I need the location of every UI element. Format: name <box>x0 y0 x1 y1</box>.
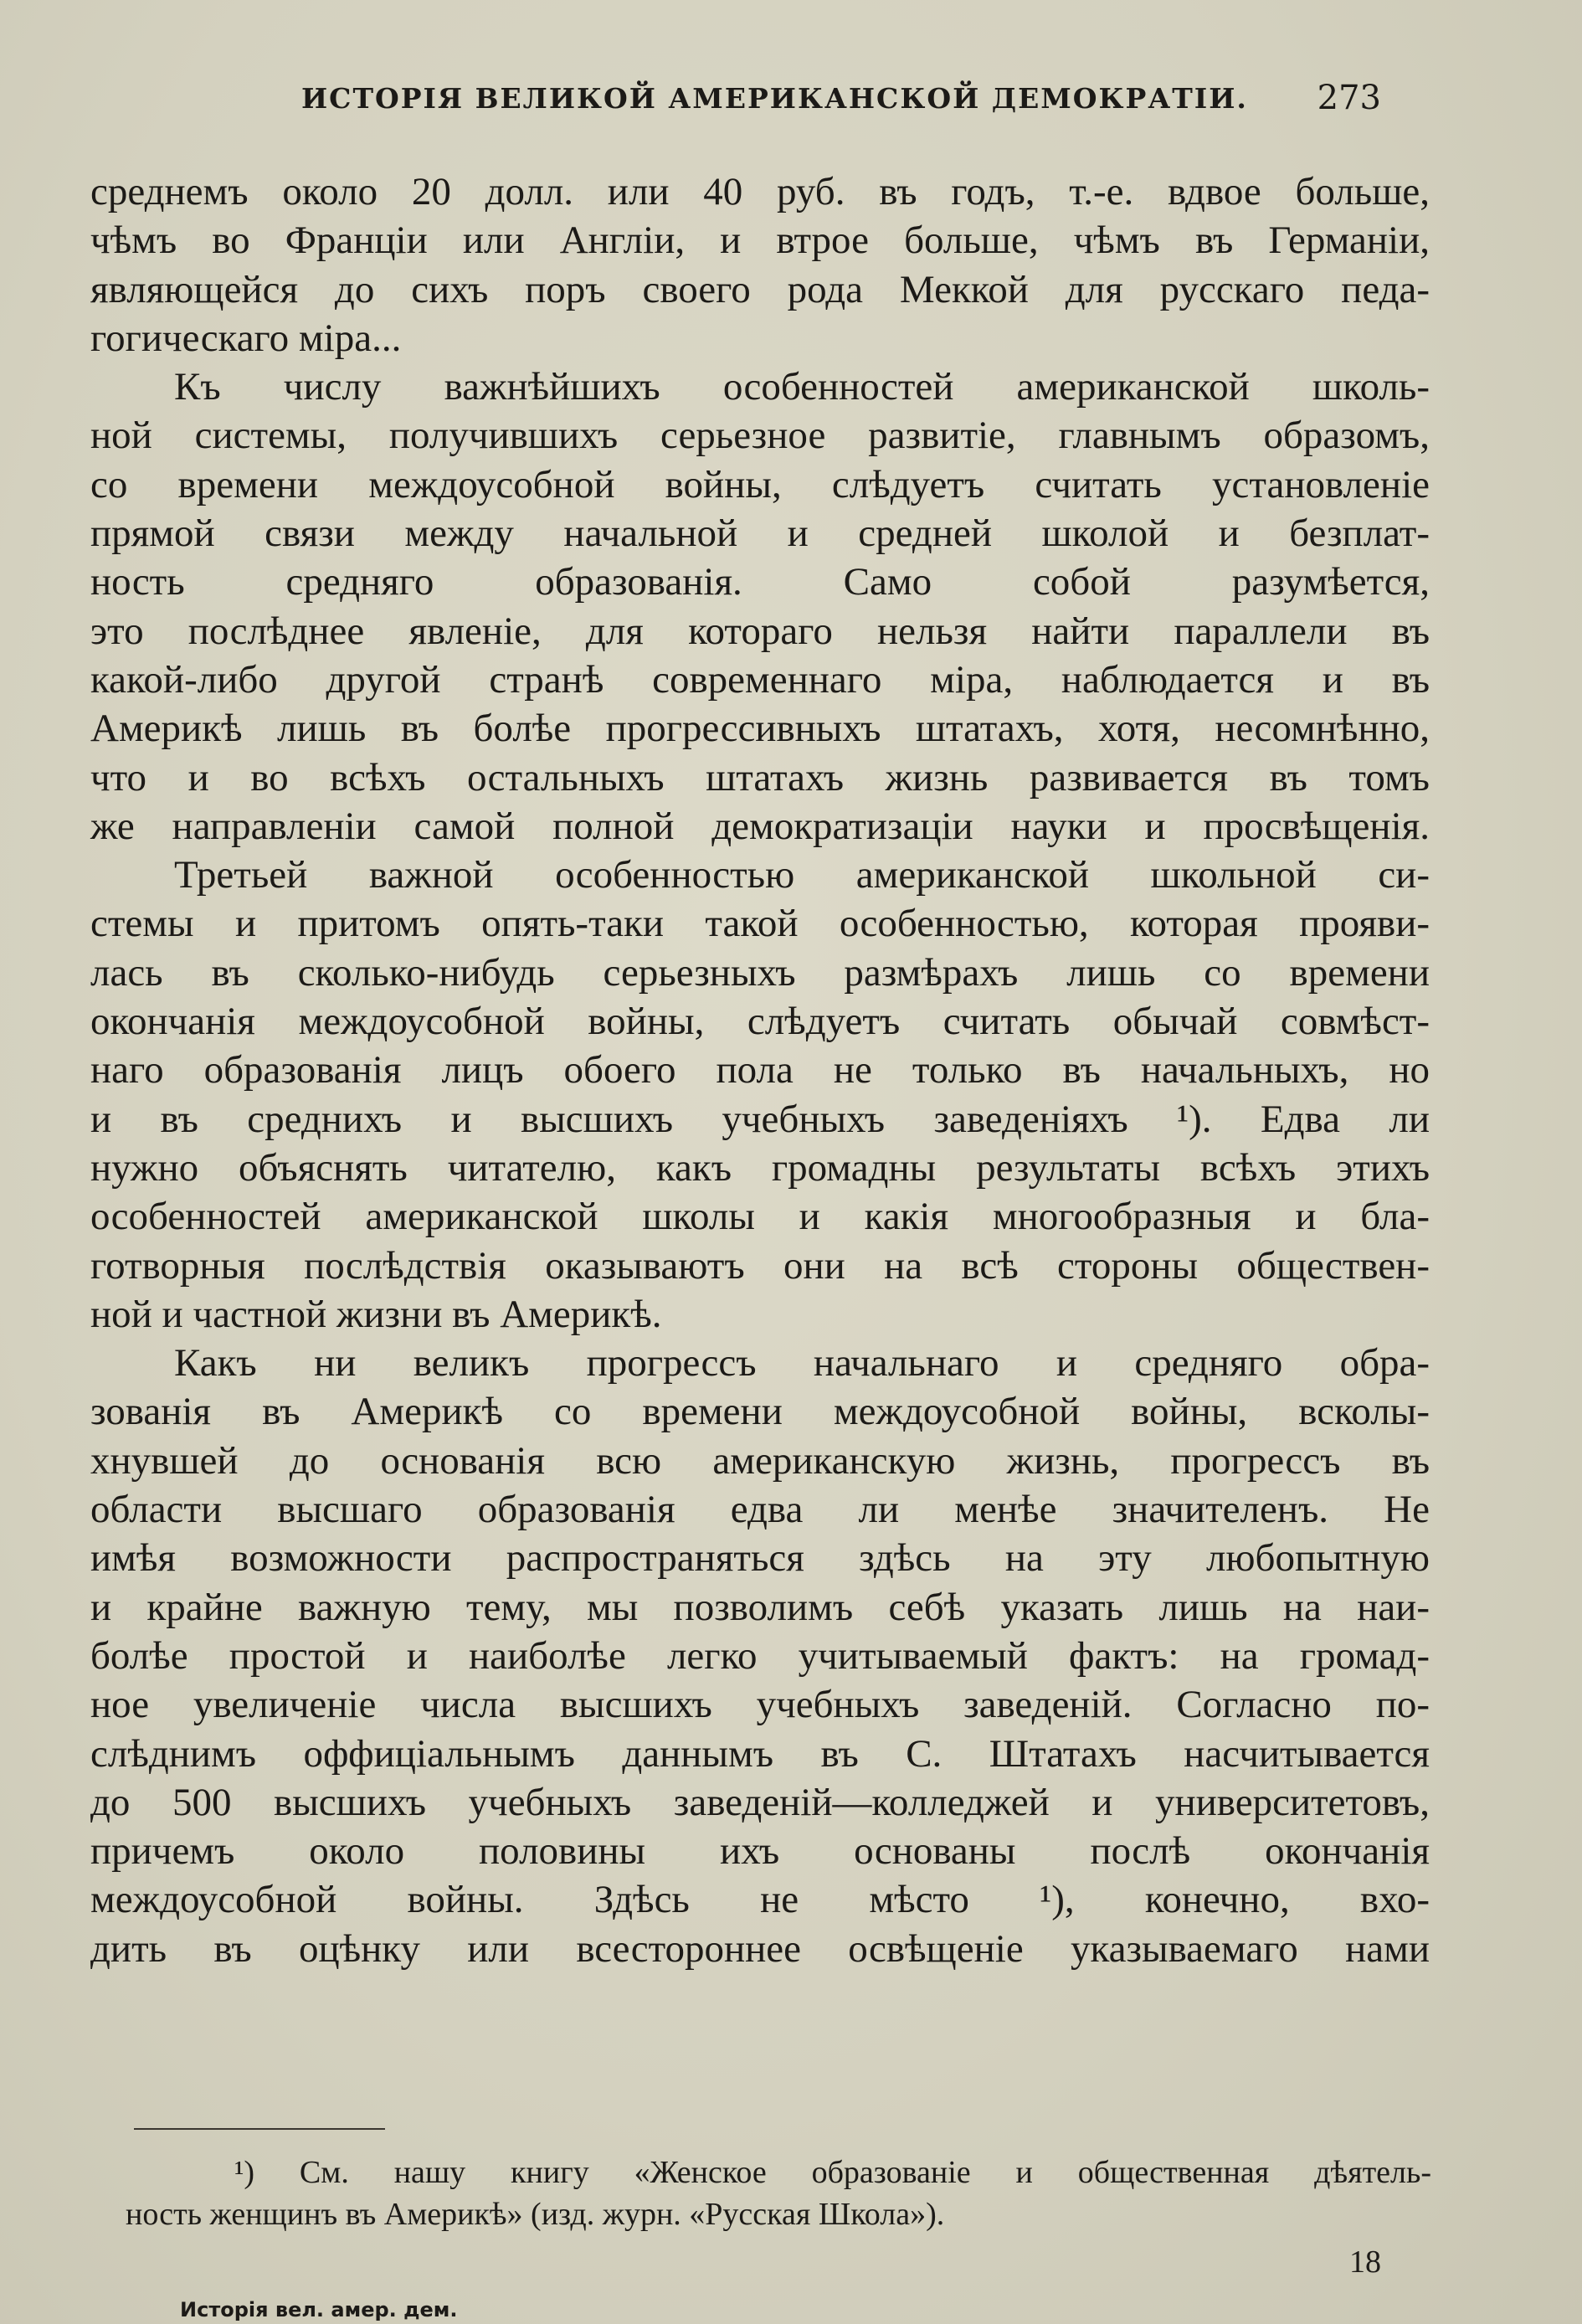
book-short-title: Исторія вел. амер. дем. <box>180 2298 458 2321</box>
signature-number: 18 <box>1349 2244 1381 2280</box>
text-line: зованія въ Америкѣ со времени междоусобной войны, всколы- <box>90 1390 1430 1434</box>
text-line: ной и частной жизни въ Америкѣ. <box>90 1292 662 1336</box>
text-line: Къ числу важнѣйшихъ особенностей американской школь- <box>174 365 1430 409</box>
footnote-line: ность женщинъ въ Америкѣ» (изд. журн. «Русская Школа»). <box>126 2197 945 2232</box>
text-line: междоусобной войны. Здѣсь не мѣсто ¹), конечно, вхо- <box>90 1878 1430 1922</box>
text-line: окончанія междоусобной войны, слѣдуетъ считать обычай совмѣст- <box>90 1000 1430 1044</box>
text-line: нужно объяснять читателю, какъ громадны результаты всѣхъ этихъ <box>90 1145 1430 1190</box>
text-line: среднемъ около 20 долл. или 40 руб. въ годъ, т.-е. вдвое больше, <box>90 170 1430 213</box>
footnote-line: ¹) См. нашу книгу «Женское образованіе и общественная дѣятель- <box>234 2155 1431 2190</box>
text-line: со времени междоусобной войны, слѣдуетъ считать установленіе <box>90 462 1430 506</box>
text-line: области высшаго образованія едва ли менѣе значителенъ. Не <box>90 1488 1430 1532</box>
running-header <box>301 79 1381 132</box>
text-line: ное увеличеніе числа высшихъ учебныхъ заведеній. Согласно по- <box>90 1683 1430 1727</box>
text-line: являющейся до сихъ поръ своего рода Меккой для русскаго педа- <box>90 267 1430 311</box>
text-line: Америкѣ лишь въ болѣе прогрессивныхъ штатахъ, хотя, несомнѣнно, <box>90 707 1430 751</box>
page-number: 273 <box>1317 79 1381 117</box>
text-line: ность средняго образованія. Само собой разумѣется, <box>90 560 1430 604</box>
text-line: и въ среднихъ и высшихъ учебныхъ заведеніяхъ ¹). Едва ли <box>90 1097 1430 1141</box>
text-line: Какъ ни великъ прогрессъ начальнаго и средняго обра- <box>174 1341 1430 1386</box>
text-line: готворныя послѣдствія оказываютъ они на всѣ стороны обществен- <box>90 1243 1430 1288</box>
text-line: что и во всѣхъ остальныхъ штатахъ жизнь развивается въ томъ <box>90 755 1430 800</box>
text-line: прямой связи между начальной и средней школой и безплат- <box>90 512 1430 556</box>
text-line: же направленіи самой полной демократизаціи науки и просвѣщенія. <box>90 804 1430 848</box>
text-line: дить въ оцѣнку или всестороннее освѣщеніе указываемаго нами <box>90 1926 1430 1971</box>
text-line: слѣднимъ оффиціальнымъ даннымъ въ С. Штатахъ насчитывается <box>90 1731 1430 1776</box>
text-line: хнувшей до основанія всю американскую жизнь, прогрессъ въ <box>90 1438 1430 1483</box>
text-line: гогическаго міра... <box>90 316 402 360</box>
footnote-divider <box>134 2128 385 2130</box>
text-line: чѣмъ во Франціи или Англіи, и втрое больше, чѣмъ въ Германіи, <box>90 219 1430 263</box>
text-line: это послѣднее явленіе, для котораго нельзя найти параллели въ <box>90 609 1430 653</box>
text-line: причемъ около половины ихъ основаны послѣ окончанія <box>90 1829 1430 1874</box>
footnotes <box>126 2152 1431 2235</box>
text-line: особенностей американской школы и какія многообразныя и бла- <box>90 1195 1430 1239</box>
running-title: ИСТОРІЯ ВЕЛИКОЙ АМЕРИКАНСКОЙ ДЕМОКРАТІИ. <box>301 82 1248 115</box>
text-line: и крайне важную тему, мы позволимъ себѣ указать лишь на наи- <box>90 1585 1430 1629</box>
text-line: болѣе простой и наиболѣе легко учитываемый фактъ: на громад- <box>90 1633 1430 1678</box>
text-line: имѣя возможности распространяться здѣсь на эту любопытную <box>90 1536 1430 1581</box>
text-line: наго образованія лицъ обоего пола не только въ начальныхъ, но <box>90 1048 1430 1093</box>
text-line: ной системы, получившихъ серьезное развитіе, главнымъ образомъ, <box>90 414 1430 458</box>
text-line: стемы и притомъ опять-таки такой особенностью, которая прояви- <box>90 902 1430 946</box>
text-line: какой-либо другой странѣ современнаго міра, наблюдается и въ <box>90 657 1430 702</box>
main-text <box>90 167 1430 1973</box>
text-line: лась въ сколько-нибудь серьезныхъ размѣрахъ лишь со времени <box>90 950 1430 995</box>
text-line: Третьей важной особенностью американской школьной си- <box>174 853 1430 897</box>
text-line: до 500 высшихъ учебныхъ заведеній—колледжей и университетовъ, <box>90 1780 1430 1824</box>
